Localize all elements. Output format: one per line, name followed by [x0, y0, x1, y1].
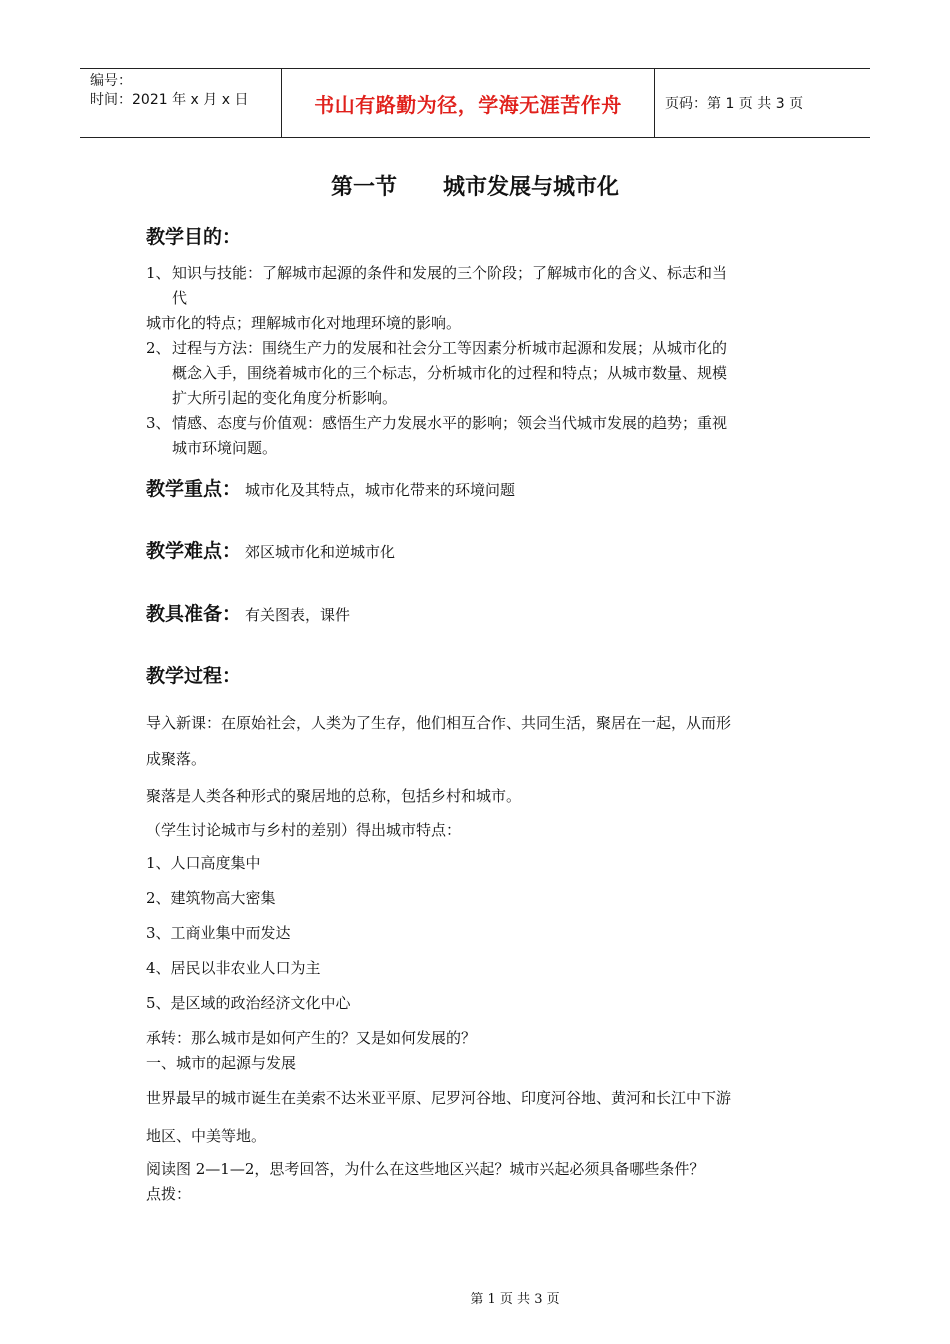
objective-2-num: 2、: [146, 339, 171, 357]
feature-item: 2、建筑物高大密集: [146, 889, 276, 907]
materials: [146, 599, 350, 626]
earliest-cities-line-1: 世界最早的城市诞生在美索不达米亚平原、尼罗河谷地、印度河谷地、黄河和长江中下游: [146, 1089, 732, 1107]
section-heading: 一、城市的起源与发展: [146, 1054, 297, 1072]
objectives-heading: 教学目的：: [146, 226, 242, 248]
date-label: 时间：2021 年 x 月 x 日: [90, 92, 249, 108]
document-header: [80, 68, 870, 138]
objective-1-line-2: 代: [172, 289, 188, 307]
objective-1-line-1: 知识与技能：了解城市起源的条件和发展的三个阶段；了解城市化的含义、标志和当: [172, 264, 728, 282]
process-heading: 教学过程：: [146, 665, 242, 687]
transition-line: 承转：那么城市是如何产生的？又是如何发展的？: [146, 1029, 477, 1047]
objective-2-line-1: 过程与方法：围绕生产力的发展和社会分工等因素分析城市起源和发展；从城市化的: [172, 339, 728, 357]
discussion-line: （学生讨论城市与乡村的差别）得出城市特点：: [146, 821, 462, 839]
key-points: [146, 474, 515, 501]
number-label: 编号：: [90, 73, 132, 89]
feature-item: 1、人口高度集中: [146, 854, 261, 872]
objective-2-line-3: 扩大所引起的变化角度分析影响。: [172, 389, 398, 407]
difficulties-value: 郊区城市化和逆城市化: [245, 543, 396, 561]
reading-question: 阅读图 2—1—2，思考回答，为什么在这些地区兴起？城市兴起必须具备哪些条件？: [146, 1160, 705, 1178]
hint-label: 点拨：: [146, 1185, 192, 1203]
settlement-definition: 聚落是人类各种形式的聚居地的总称，包括乡村和城市。: [146, 787, 522, 805]
materials-value: 有关图表，课件: [245, 606, 351, 624]
objective-3-num: 3、: [146, 414, 171, 432]
feature-item: 3、工商业集中而发达: [146, 924, 291, 942]
earliest-cities-line-2: 地区、中美等地。: [146, 1127, 267, 1145]
difficulties-heading: 教学难点：: [146, 540, 242, 562]
header-meta: [80, 69, 282, 137]
feature-item: 5、是区域的政治经济文化中心: [146, 994, 351, 1012]
intro-line-1: 导入新课：在原始社会，人类为了生存，他们相互合作、共同生活，聚居在一起，从而形: [146, 714, 732, 732]
objective-1-num: 1、: [146, 264, 171, 282]
feature-item: 4、居民以非农业人口为主: [146, 959, 321, 977]
difficulties: [146, 536, 395, 563]
key-points-heading: 教学重点：: [146, 478, 242, 500]
header-page-info: 页码：第 1 页 共 3 页: [665, 96, 804, 112]
objective-3-line-1: 情感、态度与价值观：感悟生产力发展水平的影响；领会当代城市发展的趋势；重视: [172, 414, 728, 432]
key-points-value: 城市化及其特点，城市化带来的环境问题: [245, 481, 516, 499]
intro-line-2: 成聚落。: [146, 750, 207, 768]
objective-1-cont: 城市化的特点；理解城市化对地理环境的影响。: [146, 314, 462, 332]
materials-heading: 教具准备：: [146, 603, 242, 625]
objective-2-line-2: 概念入手，围绕着城市化的三个标志，分析城市化的过程和特点；从城市数量、规模: [172, 364, 728, 382]
header-motto: 书山有路勤为径，学海无涯苦作舟: [282, 69, 655, 137]
page-title: 第一节 城市发展与城市化: [331, 175, 619, 200]
page-footer: 第 1 页 共 3 页: [470, 1292, 560, 1307]
objective-3-line-2: 城市环境问题。: [172, 439, 278, 457]
